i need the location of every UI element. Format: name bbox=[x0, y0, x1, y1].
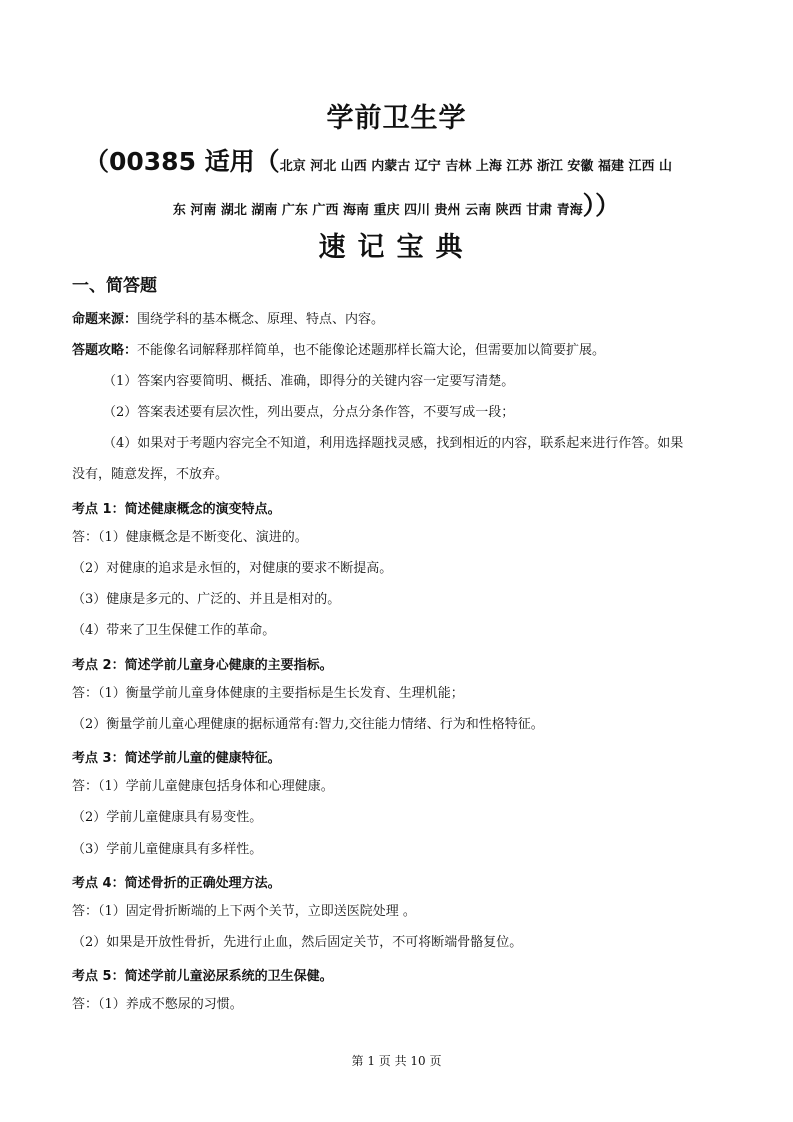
intro-source bbox=[72, 311, 384, 329]
key-point-4-answer-2: （2）如果是开放性骨折，先进行止血，然后固定关节，不可将断端骨骼复位。 bbox=[72, 935, 523, 950]
tip-4-line-1: （4）如果对于考题内容完全不知道，利用选择题找灵感，找到相近的内容，联系起来进行作答。如果 bbox=[103, 436, 684, 451]
source-label: 命题来源： bbox=[72, 312, 138, 327]
key-point-1-answer-1: 答：（1）健康概念是不断变化、演进的。 bbox=[72, 530, 308, 545]
strategy-label: 答题攻略： bbox=[72, 343, 138, 358]
key-point-3-answer-2: （2）学前儿童健康具有易变性。 bbox=[72, 810, 263, 825]
subtitle-regions-2: 东 河南 湖北 湖南 广东 广西 海南 重庆 四川 贵州 云南 陕西 甘肃 青海 bbox=[172, 203, 583, 218]
source-text: 围绕学科的基本概念、原理、特点、内容。 bbox=[137, 312, 385, 327]
key-point-3-answer-3: （3）学前儿童健康具有多样性。 bbox=[72, 842, 263, 857]
key-point-2-answer-2: （2）衡量学前儿童心理健康的据标通常有:智力,交往能力情绪、行为和性格特征。 bbox=[72, 717, 544, 732]
intro-strategy bbox=[72, 342, 605, 360]
tip-1: （1）答案内容要简明、概括、准确，即得分的关键内容一定要写清楚。 bbox=[103, 374, 515, 389]
key-point-3-answer-1: 答：（1）学前儿童健康包括身体和心理健康。 bbox=[72, 779, 334, 794]
key-point-4-answer-1: 答：（1）固定骨折断端的上下两个关节，立即送医院处理 。 bbox=[72, 904, 416, 919]
key-point-1-answer-4: （4）带来了卫生保健工作的革命。 bbox=[72, 623, 276, 638]
page-footer: 第 1 页 共 10 页 bbox=[351, 1054, 442, 1068]
key-point-5-heading: 考点 5：简述学前儿童泌尿系统的卫生保健。 bbox=[72, 969, 333, 984]
strategy-text: 不能像名词解释那样简单，也不能像论述题那样长篇大论，但需要加以简要扩展。 bbox=[137, 343, 606, 358]
key-point-1-answer-2: （2）对健康的追求是永恒的，对健康的要求不断提高。 bbox=[72, 561, 393, 576]
key-point-2-heading: 考点 2：简述学前儿童身心健康的主要指标。 bbox=[72, 658, 333, 673]
section-heading: 一、简答题 bbox=[72, 276, 157, 296]
key-point-2-answer-1: 答：（1）衡量学前儿童身体健康的主要指标是生长发育、生理机能； bbox=[72, 686, 464, 701]
main-title: 速记宝典 bbox=[318, 232, 475, 263]
subtitle-line-2 bbox=[0, 186, 793, 222]
key-point-4-heading: 考点 4：简述骨折的正确处理方法。 bbox=[72, 876, 281, 891]
tip-4-line-2: 没有，随意发挥，不放弃。 bbox=[72, 467, 229, 482]
subtitle-line-1 bbox=[84, 142, 672, 178]
subtitle-close-paren: ）） bbox=[582, 191, 621, 220]
subtitle-course-code: （00385 适用（ bbox=[84, 147, 280, 176]
key-point-3-heading: 考点 3：简述学前儿童的健康特征。 bbox=[72, 751, 281, 766]
key-point-1-heading: 考点 1：简述健康概念的演变特点。 bbox=[72, 502, 281, 517]
document-title: 学前卫生学 bbox=[326, 103, 467, 134]
key-point-5-answer-1: 答：（1）养成不憋尿的习惯。 bbox=[72, 997, 243, 1012]
tip-2: （2）答案表述要有层次性，列出要点，分点分条作答，不要写成一段； bbox=[103, 405, 515, 420]
subtitle-regions-1: 北京 河北 山西 内蒙古 辽宁 吉林 上海 江苏 浙江 安徽 福建 江西 山 bbox=[279, 159, 672, 174]
key-point-1-answer-3: （3）健康是多元的、广泛的、并且是相对的。 bbox=[72, 592, 341, 607]
